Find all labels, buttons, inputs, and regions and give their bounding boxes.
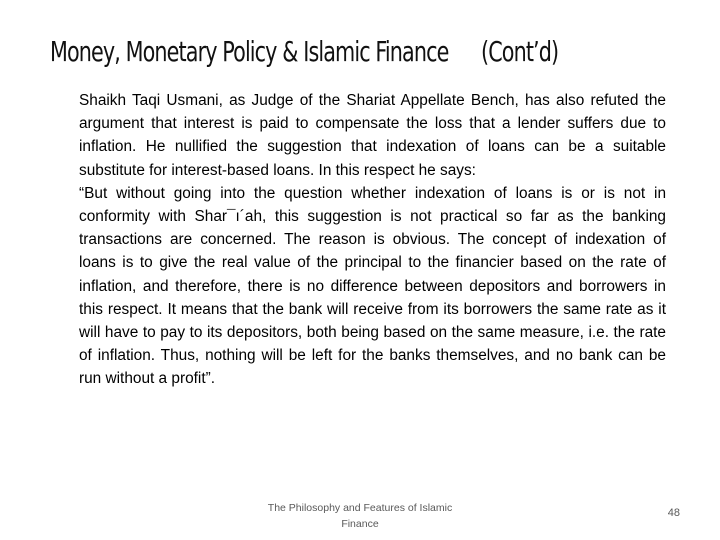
slide-title xyxy=(50,30,559,74)
title-continued: (Cont’d) xyxy=(481,35,559,68)
paragraph-intro: Shaikh Taqi Usmani, as Judge of the Shariat Appellate Bench, has also refuted the argument that interest is paid to compensate the loss that a lender suffers due to inflation. He nullified the suggestion that indexation of loans can be a suitable substitute for interest-based loans. In this respect he says: xyxy=(79,92,666,179)
page-number: 48 xyxy=(667,507,680,519)
slide-body xyxy=(79,89,666,391)
footer-text: The Philosophy and Features of Islamic Finance xyxy=(267,502,453,530)
title-main: Money, Monetary Policy & Islamic Finance xyxy=(50,35,449,68)
paragraph-quote: “But without going into the question whether indexation of loans is or is not in conformity with Shar¯ı´ah, this suggestion is not practical so far as the banking transactions are concerned. The reason is obvious. The concept of indexation of loans is to give the real value of the principal to the financier based on the rate of inflation, and therefore, there is no difference between depositors and borrowers in this respect. It means that the bank will receive from its borrowers the same rate as it will have to pay to its depositors, both being based on the same measure, i.e. the rate of inflation. Thus, nothing will be left for the banks themselves, and no bank can be run without a profit”. xyxy=(79,184,666,388)
